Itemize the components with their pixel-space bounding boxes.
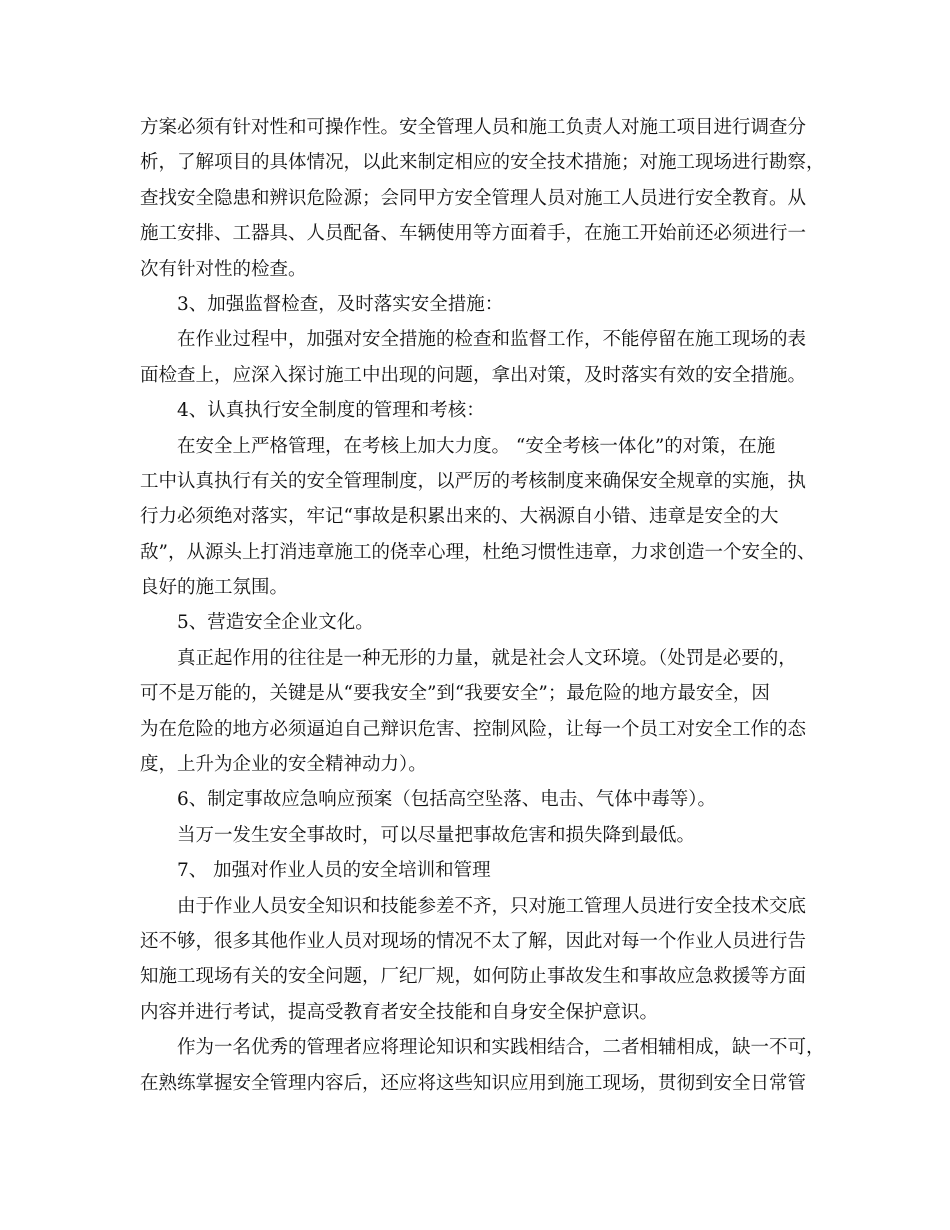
section-heading: 3、加强监督检查，及时落实安全措施： — [177, 293, 504, 315]
paragraph-line: 施工安排、工器具、人员配备、车辆使用等方面着手，在施工开始前还必须进行一 — [140, 223, 807, 245]
paragraph-line: 方案必须有针对性和可操作性。安全管理人员和施工负责人对施工项目进行调查分 — [140, 117, 807, 138]
paragraph-line: 面检查上，应深入探讨施工中出现的问题，拿出对策，及时落实有效的安全措施。 — [140, 364, 807, 386]
paragraph-line: 查找安全隐患和辨识危险源；会同甲方安全管理人员对施工人员进行安全教育。从 — [140, 187, 807, 209]
paragraph-line: 由于作业人员安全知识和技能参差不齐，只对施工管理人员进行安全技术交底 — [177, 895, 807, 917]
document-page — [140, 110, 830, 1101]
section-heading: 7、 加强对作业人员的安全培训和管理 — [177, 860, 491, 882]
paragraph-line: 在作业过程中，加强对安全措施的检查和监督工作，不能停留在施工现场的表 — [177, 329, 807, 351]
paragraph-line: 工中认真执行有关的安全管理制度，以严厉的考核制度来确保安全规章的实施，执 — [140, 470, 807, 492]
paragraph-line: 还不够，很多其他作业人员对现场的情况不太了解，因此对每一个作业人员进行告 — [140, 930, 807, 952]
section-heading: 4、认真执行安全制度的管理和考核： — [177, 400, 485, 422]
paragraph-line: 在安全上严格管理，在考核上加大力度。 “安全考核一体化”的对策，在施 — [177, 435, 776, 457]
paragraph-line: 知施工现场有关的安全问题，厂纪厂规，如何防止事故发生和事故应急救援等方面 — [140, 966, 807, 988]
paragraph-line: 度，上升为企业的安全精神动力）。 — [140, 754, 427, 776]
paragraph-line: 可不是万能的，关键是从“要我安全”到“我要安全”；最危险的地方最安全，因 — [140, 683, 770, 705]
section-heading: 6、制定事故应急响应预案（包括高空坠落、电击、气体中毒等）。 — [177, 789, 717, 811]
paragraph-line: 内容并进行考试，提高受教育者安全技能和自身安全保护意识。 — [140, 1001, 659, 1023]
paragraph-line: 析，了解项目的具体情况，以此来制定相应的安全技术措施；对施工现场进行勘察， — [140, 152, 825, 174]
paragraph-line: 行力必须绝对落实，牢记“事故是积累出来的、大祸源自小错、违章是安全的大 — [140, 506, 779, 528]
paragraph-line: 作为一名优秀的管理者应将理论知识和实践相结合，二者相辅相成，缺一不可， — [177, 1037, 825, 1059]
paragraph-line: 敌”，从源头上打消违章施工的侥幸心理，杜绝习惯性违章，力求创造一个安全的、 — [140, 541, 816, 563]
paragraph-line: 真正起作用的往往是一种无形的力量，就是社会人文环境。（处罚是必要的， — [177, 647, 797, 669]
paragraph-line: 次有针对性的检查。 — [140, 258, 307, 280]
paragraph-line: 为在危险的地方必须逼迫自己辩识危害、控制风险，让每一个员工对安全工作的态 — [140, 718, 807, 740]
paragraph-line: 当万一发生安全事故时，可以尽量把事故危害和损失降到最低。 — [177, 824, 696, 846]
section-heading: 5、营造安全企业文化。 — [177, 612, 374, 634]
paragraph-line: 在熟练掌握安全管理内容后，还应将这些知识应用到施工现场，贯彻到安全日常管 — [140, 1072, 807, 1094]
paragraph-line: 良好的施工氛围。 — [140, 577, 289, 599]
